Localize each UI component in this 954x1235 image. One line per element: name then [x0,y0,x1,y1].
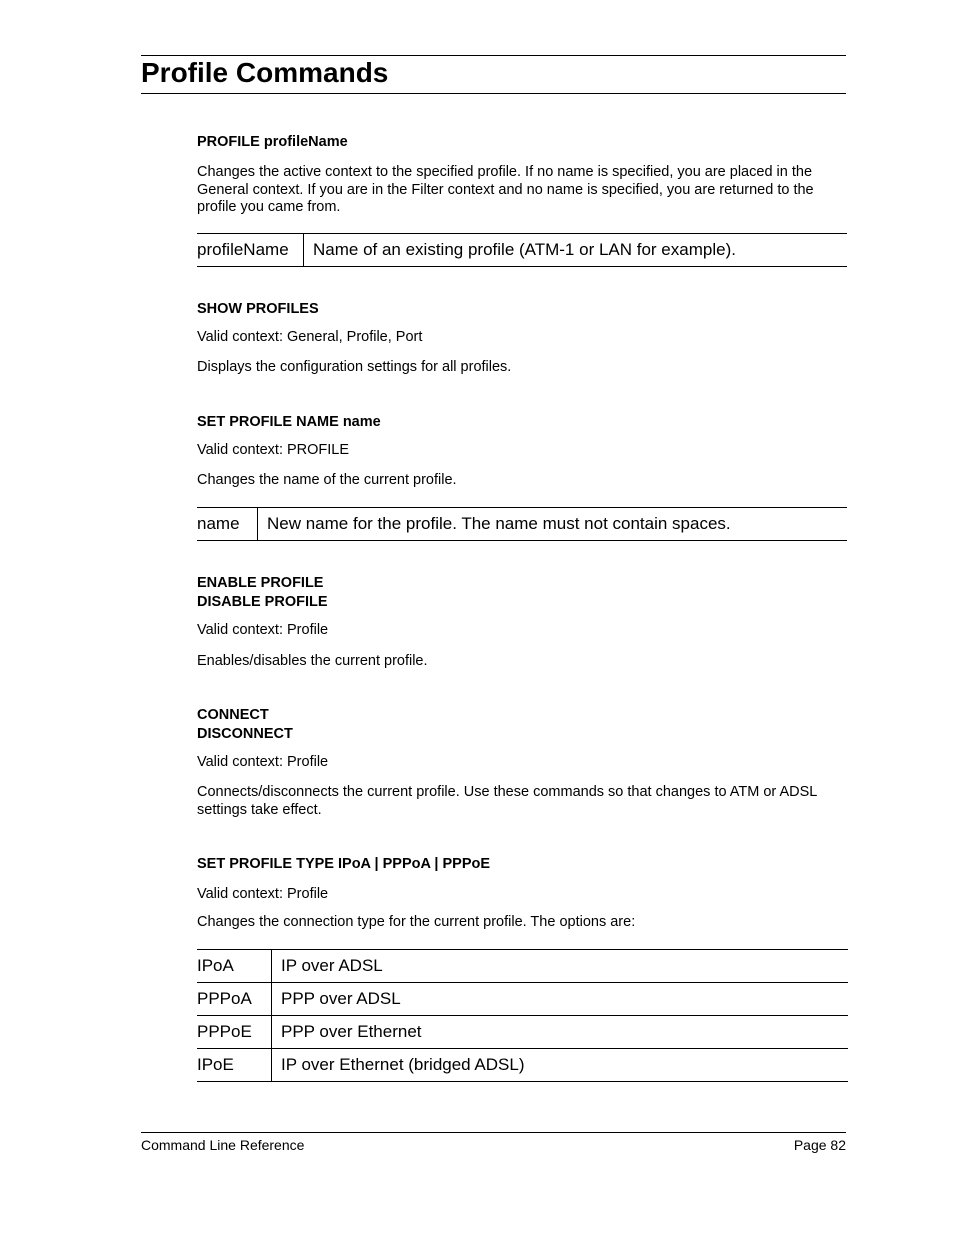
section-heading: SHOW PROFILES [197,301,319,317]
param-name: name [197,508,258,541]
section-context: Valid context: PROFILE [197,442,350,458]
table-row [197,1049,848,1082]
table-row [197,950,848,983]
table-row [197,983,848,1016]
section-heading: PROFILE profileName [197,134,348,150]
table-row [197,234,847,267]
table-row [197,1016,848,1049]
section-context: Valid context: Profile [197,754,329,770]
param-name: PPPoE [197,1016,272,1049]
section-description: Connects/disconnects the current profile. Use these commands so that changes to ATM or ADSL settings take effect. [197,784,817,818]
section-description: Enables/disables the current profile. [197,653,428,669]
param-desc: IP over Ethernet (bridged ADSL) [281,1055,525,1074]
section-context: Valid context: Profile [197,886,329,902]
section-description: Changes the connection type for the current profile. The options are: [197,914,636,930]
section-heading: DISABLE PROFILE [197,594,328,610]
section-heading: SET PROFILE TYPE IPoA | PPPoA | PPPoE [197,856,491,872]
section-context: Valid context: General, Profile, Port [197,329,423,345]
param-desc: PPP over ADSL [281,989,401,1008]
param-name: profileName [197,234,304,267]
section-heading: DISCONNECT [197,726,293,742]
param-table [197,507,847,541]
param-name: IPoA [197,950,272,983]
section-description: Changes the name of the current profile. [197,472,457,488]
page-number: Page 82 [793,1137,846,1153]
param-name: PPPoA [197,983,272,1016]
param-name: IPoE [197,1049,272,1082]
section-heading: ENABLE PROFILE [197,575,324,591]
param-desc: Name of an existing profile (ATM-1 or LAN for example). [313,240,736,259]
section-description: Displays the configuration settings for all profiles. [197,359,512,375]
section-context: Valid context: Profile [197,622,329,638]
section-description: Changes the active context to the specified profile. If no name is specified, you are placed in the General context. If you are in the Filter context and no name is specified, you are returned to the profile you came from. [197,164,814,215]
param-desc: PPP over Ethernet [281,1022,422,1041]
footer-rule [141,1132,846,1133]
footer-title: Command Line Reference [141,1137,305,1153]
table-row [197,508,847,541]
param-desc: IP over ADSL [281,956,383,975]
header-bottom-rule [141,93,846,94]
param-desc: New name for the profile. The name must not contain spaces. [267,514,731,533]
section-heading: CONNECT [197,707,269,723]
param-table [197,949,848,1082]
page-title: Profile Commands [141,57,389,88]
param-table [197,233,847,267]
section-heading: SET PROFILE NAME name [197,414,381,430]
